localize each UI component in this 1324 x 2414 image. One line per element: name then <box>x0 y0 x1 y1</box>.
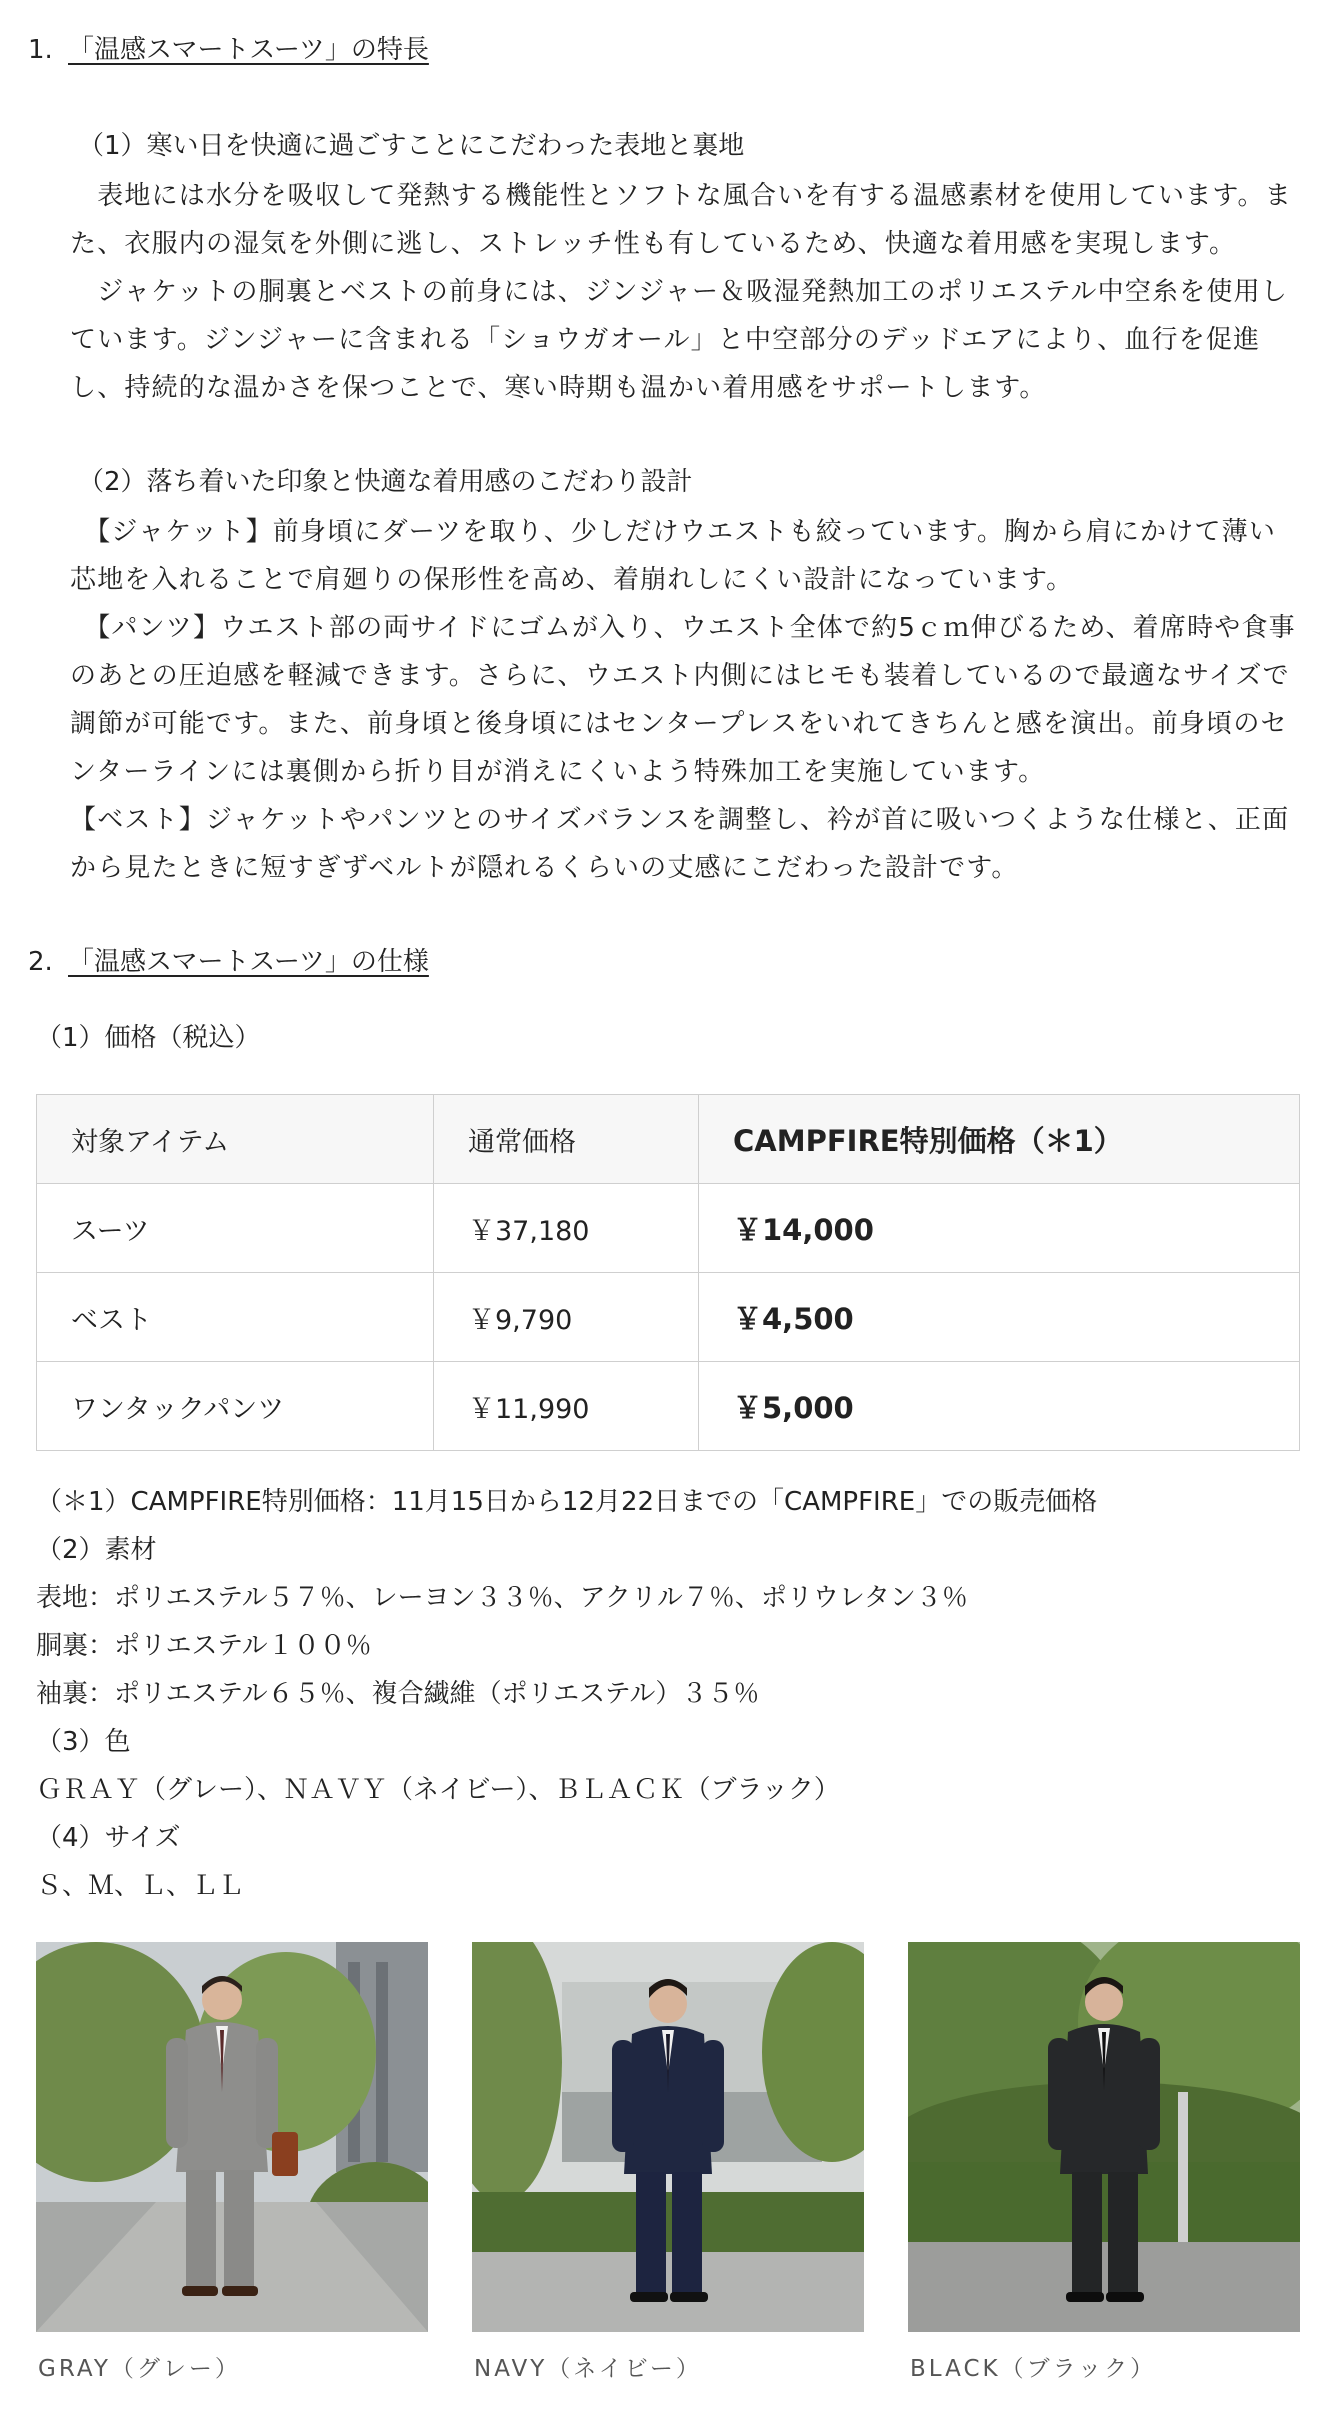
table-row <box>37 1273 1300 1362</box>
paragraph: 【ベスト】ジャケットやパンツとのサイズバランスを調整し、衿が首に吸いつくような仕様と、正面から見たときに短すぎずベルトが隠れるくらいの丈感にこだわった設計です。 <box>70 805 1290 883</box>
column-header-regular-price: 通常価格 <box>434 1095 699 1184</box>
material-heading: （2）素材 <box>36 1535 157 1565</box>
regular-price-cell: ￥11,990 <box>434 1362 699 1451</box>
item-cell: スーツ <box>37 1184 434 1273</box>
table-row <box>37 1362 1300 1451</box>
section2-title: 「温感スマートスーツ」の仕様 <box>68 947 429 977</box>
navy-suit-photo <box>472 1942 864 2332</box>
price-heading: （1）価格（税込） <box>36 1023 261 1053</box>
subsection1-body <box>70 172 1300 412</box>
black-suit-photo <box>908 1942 1300 2332</box>
gray-suit-photo <box>36 1942 428 2332</box>
section2-heading <box>28 944 429 980</box>
size-heading: （4）サイズ <box>36 1823 181 1853</box>
paragraph: 【ジャケット】前身頃にダーツを取り、少しだけウエストも絞っています。胸から肩にかけて薄い芯地を入れることで肩廻りの保形性を高め、着崩れしにくい設計になっています。 <box>70 517 1277 595</box>
table-row <box>37 1184 1300 1273</box>
item-cell: ベスト <box>37 1273 434 1362</box>
item-cell: ワンタックパンツ <box>37 1362 434 1451</box>
subsection2-heading: （2）落ち着いた印象と快適な着用感のこだわり設計 <box>78 467 693 497</box>
color-heading: （3）色 <box>36 1727 131 1757</box>
campfire-price-cell: ￥5,000 <box>699 1362 1300 1451</box>
paragraph: ジャケットの胴裏とベストの前身には、ジンジャー＆吸湿発熱加工のポリエステル中空糸を使用しています。ジンジャーに含まれる「ショウガオール」と中空部分のデッドエアにより、血行を促進し、持続的な温かさを保つことで、寒い時期も温かい着用感をサポートします。 <box>70 277 1289 403</box>
section1-title: 「温感スマートスーツ」の特長 <box>68 35 429 65</box>
navy-suit-illustration <box>472 1942 864 2332</box>
table-header-row <box>37 1095 1300 1184</box>
black-caption: BLACK（ブラック） <box>910 2356 1157 2382</box>
price-note: （＊1）CAMPFIRE特別価格：11月15日から12月22日までの「CAMPFIRE」での販売価格 <box>36 1487 1098 1517</box>
regular-price-cell: ￥37,180 <box>434 1184 699 1273</box>
colors-text: ＧＲＡＹ（グレー）、ＮＡＶＹ（ネイビー）、ＢＬＡＣＫ（ブラック） <box>36 1775 840 1805</box>
paragraph: 【パンツ】ウエスト部の両サイドにゴムが入り、ウエスト全体で約5ｃｍ伸びるため、着席時や食事のあとの圧迫感を軽減できます。さらに、ウエスト内側にはヒモも装着しているので最適なサイズで調節が可能です。また、前身頃と後身頃にはセンタープレスをいれてきちんと感を演出。前身頃のセンターラインには裏側から折り目が消えにくいよう特殊加工を実施しています。 <box>70 613 1296 787</box>
regular-price-cell: ￥9,790 <box>434 1273 699 1362</box>
material-line: 表地：ポリエステル５７％、レーヨン３３％、アクリル７％、ポリウレタン３％ <box>36 1583 968 1613</box>
campfire-price-cell: ￥14,000 <box>699 1184 1300 1273</box>
subsection1-heading: （1）寒い日を快適に過ごすことにこだわった表地と裏地 <box>78 131 745 161</box>
gray-caption: GRAY（グレー） <box>38 2356 241 2382</box>
gray-suit-illustration <box>36 1942 428 2332</box>
material-line: 胴裏：ポリエステル１００％ <box>36 1631 372 1661</box>
black-suit-illustration <box>908 1942 1300 2332</box>
paragraph: 表地には水分を吸収して発熱する機能性とソフトな風合いを有する温感素材を使用しています。また、衣服内の湿気を外側に逃し、ストレッチ性も有しているため、快適な着用感を実現します。 <box>70 181 1292 259</box>
section1-heading <box>28 32 429 68</box>
section2-number: 2. <box>28 947 53 977</box>
subsection2-body <box>70 508 1300 892</box>
column-header-item: 対象アイテム <box>37 1095 434 1184</box>
material-line: 袖裏：ポリエステル６５％、複合繊維（ポリエステル）３５％ <box>36 1679 760 1709</box>
sizes-text: Ｓ、Ｍ、Ｌ、ＬＬ <box>36 1871 245 1901</box>
price-table <box>36 1094 1300 1451</box>
navy-caption: NAVY（ネイビー） <box>474 2356 702 2382</box>
section1-number: 1. <box>28 35 53 65</box>
campfire-price-cell: ￥4,500 <box>699 1273 1300 1362</box>
column-header-campfire-price: CAMPFIRE特別価格（＊1） <box>699 1095 1300 1184</box>
